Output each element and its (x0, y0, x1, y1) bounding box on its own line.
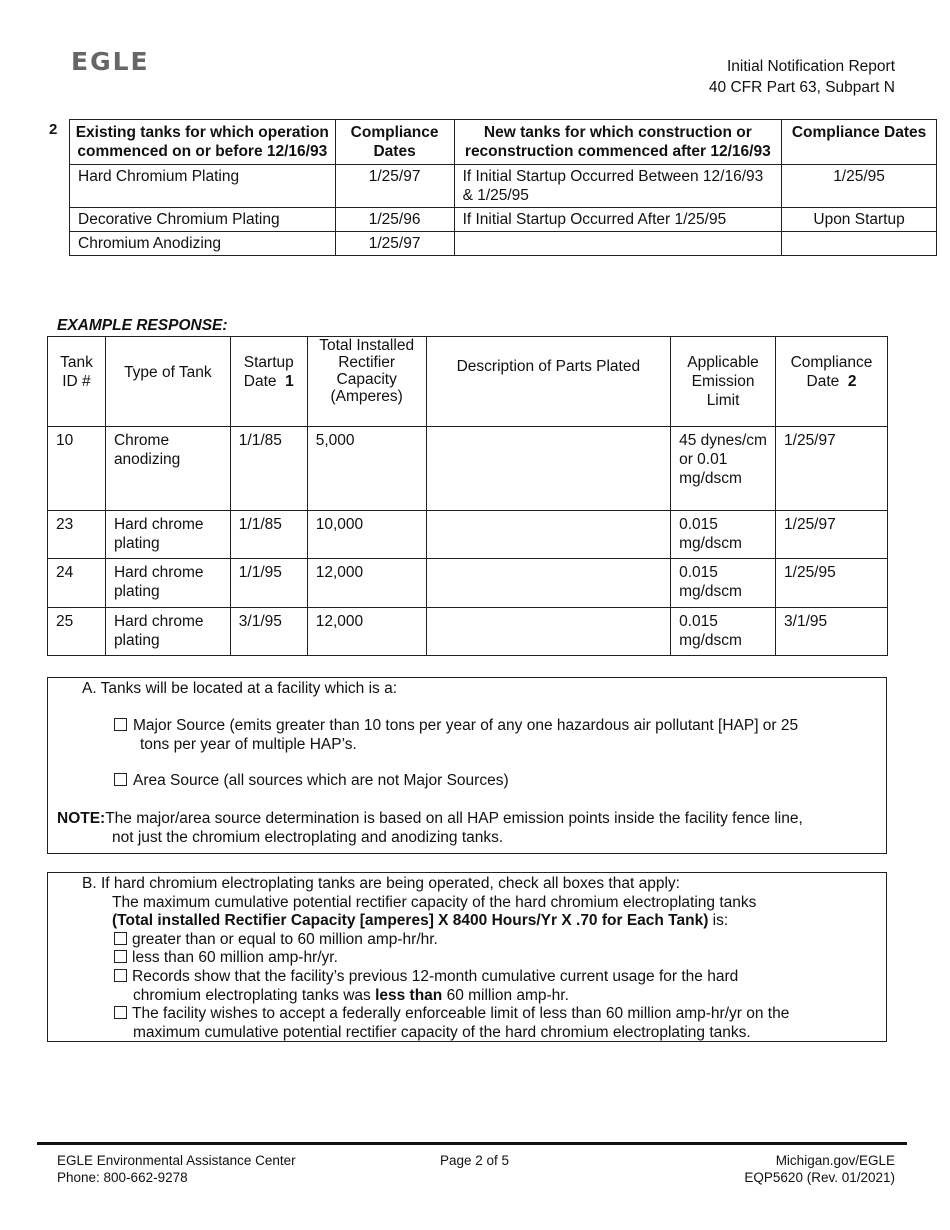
note-label: NOTE: (57, 810, 106, 827)
table-row (48, 427, 888, 511)
column-header: Applicable Emission Limit (671, 337, 776, 427)
column-header: Total Installed Rectifier Capacity (Amperes) (307, 337, 426, 427)
column-header: Description of Parts Plated (426, 337, 670, 427)
report-title (709, 56, 895, 98)
table-cell: Hard chrome plating (105, 559, 230, 608)
table-cell: 0.015 mg/dscm (671, 608, 776, 656)
table-cell: Decorative Chromium Plating (70, 208, 336, 232)
enforceable-limit-label: The facility wishes to accept a federally enforceable limit of less than 60 million amp-hr/yr on the (132, 1005, 790, 1022)
table-cell: 10 (48, 427, 106, 511)
section-a-box (47, 677, 887, 854)
enforceable-limit-label-cont: maximum cumulative potential rectifier capacity of the hard chromium electroplating tanks. (133, 1024, 751, 1041)
table-cell: 1/1/85 (230, 511, 307, 559)
example-response-label: EXAMPLE RESPONSE: (57, 317, 228, 334)
table-cell (782, 232, 937, 256)
table-cell: 12,000 (307, 608, 426, 656)
table-cell: 25 (48, 608, 106, 656)
table-cell: 1/25/95 (776, 559, 888, 608)
table-header-row (48, 337, 888, 427)
table-cell (454, 232, 782, 256)
table-cell (426, 511, 670, 559)
records-checkbox[interactable] (114, 969, 127, 982)
gte-60m-checkbox[interactable] (114, 932, 127, 945)
footnote-ref: 2 (847, 373, 857, 390)
table-cell: Upon Startup (782, 208, 937, 232)
table-row (70, 165, 937, 208)
area-source-checkbox[interactable] (114, 773, 127, 786)
footer-website: Michigan.gov/EGLE (775, 1153, 895, 1168)
table-cell: Chromium Anodizing (70, 232, 336, 256)
table-row (70, 232, 937, 256)
table-header-row (70, 120, 937, 165)
table-cell: 5,000 (307, 427, 426, 511)
note-text: The major/area source determination is based on all HAP emission points inside the facility fence line, (105, 810, 803, 827)
lt-60m-label: less than 60 million amp-hr/yr. (132, 949, 338, 966)
table-cell: 3/1/95 (776, 608, 888, 656)
gte-60m-label: greater than or equal to 60 million amp-hr/hr. (132, 931, 438, 948)
section-a-heading: A. Tanks will be located at a facility which is a: (82, 680, 398, 697)
table-cell: 23 (48, 511, 106, 559)
table-cell: 1/1/85 (230, 427, 307, 511)
footer-org: EGLE Environmental Assistance Center (57, 1153, 296, 1168)
records-text-bold: less than (375, 987, 443, 1004)
table-cell: 0.015 mg/dscm (671, 559, 776, 608)
footnote-number: 2 (49, 121, 58, 138)
area-source-option (114, 771, 509, 790)
table-cell: 1/25/97 (776, 511, 888, 559)
column-header: Compliance Dates (782, 120, 937, 165)
enforceable-limit-checkbox[interactable] (114, 1006, 127, 1019)
column-header: Tank ID # (48, 337, 106, 427)
table-row (48, 511, 888, 559)
table-cell: 10,000 (307, 511, 426, 559)
note-text-cont: not just the chromium electroplating and anodizing tanks. (112, 829, 504, 846)
table-cell: If Initial Startup Occurred Between 12/16/93 & 1/25/95 (454, 165, 782, 208)
table-cell: 1/25/97 (335, 232, 454, 256)
table-cell: 1/25/96 (335, 208, 454, 232)
column-header: New tanks for which construction or reconstruction commenced after 12/16/93 (454, 120, 782, 165)
table-cell (426, 608, 670, 656)
column-header (776, 337, 888, 427)
footer-form-id: EQP5620 (Rev. 01/2021) (744, 1170, 895, 1185)
section-b-heading: B. If hard chromium electroplating tanks are being operated, check all boxes that apply: (82, 875, 680, 892)
records-text-b: 60 million amp-hr. (442, 987, 569, 1004)
major-source-checkbox[interactable] (114, 718, 127, 731)
footer-divider (37, 1142, 907, 1145)
table-cell: If Initial Startup Occurred After 1/25/95 (454, 208, 782, 232)
major-source-label-cont: tons per year of multiple HAP’s. (140, 736, 357, 753)
option-enforceable-limit (114, 1004, 789, 1023)
example-response-table (47, 336, 888, 656)
records-label: Records show that the facility’s previous 12-month cumulative current usage for the hard (132, 968, 739, 985)
formula-suffix: is: (708, 912, 729, 929)
lt-60m-checkbox[interactable] (114, 950, 127, 963)
table-cell: 1/25/97 (335, 165, 454, 208)
compliance-dates-table (69, 119, 937, 256)
page-number: Page 2 of 5 (440, 1153, 510, 1168)
option-records (114, 967, 738, 986)
table-cell (426, 427, 670, 511)
table-cell: 1/1/95 (230, 559, 307, 608)
records-text-a: chromium electroplating tanks was (133, 987, 376, 1004)
column-header (230, 337, 307, 427)
table-row (48, 608, 888, 656)
section-b-formula (112, 911, 728, 930)
table-cell: 3/1/95 (230, 608, 307, 656)
table-cell: 0.015 mg/dscm (671, 511, 776, 559)
records-label-cont (133, 986, 569, 1005)
area-source-label: Area Source (all sources which are not Major Sources) (133, 772, 509, 789)
column-header: Compliance Dates (335, 120, 454, 165)
note-line (57, 809, 803, 828)
table-cell: 24 (48, 559, 106, 608)
column-header-text: Compliance Date (790, 354, 873, 390)
egle-logo: EGLE (71, 47, 150, 76)
footnote-ref: 1 (285, 373, 294, 390)
footer-right (744, 1152, 895, 1186)
table-cell: Hard Chromium Plating (70, 165, 336, 208)
report-title-line2: 40 CFR Part 63, Subpart N (708, 79, 895, 96)
table-cell: 12,000 (307, 559, 426, 608)
table-row (48, 559, 888, 608)
table-cell: 45 dynes/cm or 0.01 mg/dscm (671, 427, 776, 511)
column-header: Type of Tank (105, 337, 230, 427)
table-cell: Chrome anodizing (105, 427, 230, 511)
section-b-box (47, 872, 887, 1042)
table-row (70, 208, 937, 232)
column-header-text: Startup Date (243, 354, 294, 390)
table-cell: 1/25/95 (782, 165, 937, 208)
option-lt-60m (114, 948, 338, 967)
formula-text: (Total installed Rectifier Capacity [amperes] X 8400 Hours/Yr X .70 for Each Tank) (112, 912, 709, 929)
section-b-description: The maximum cumulative potential rectifier capacity of the hard chromium electroplating tanks (112, 894, 757, 911)
footer-phone: Phone: 800-662-9278 (57, 1170, 188, 1185)
table-cell: Hard chrome plating (105, 511, 230, 559)
table-cell: 1/25/97 (776, 427, 888, 511)
major-source-option (114, 716, 798, 735)
major-source-label: Major Source (emits greater than 10 tons per year of any one hazardous air pollutant [HAP] or 25 (133, 717, 799, 734)
table-cell: Hard chrome plating (105, 608, 230, 656)
table-cell (426, 559, 670, 608)
column-header: Existing tanks for which operation commenced on or before 12/16/93 (70, 120, 336, 165)
report-title-line1: Initial Notification Report (727, 58, 895, 75)
option-gte-60m (114, 930, 438, 949)
footer-left (57, 1152, 296, 1186)
